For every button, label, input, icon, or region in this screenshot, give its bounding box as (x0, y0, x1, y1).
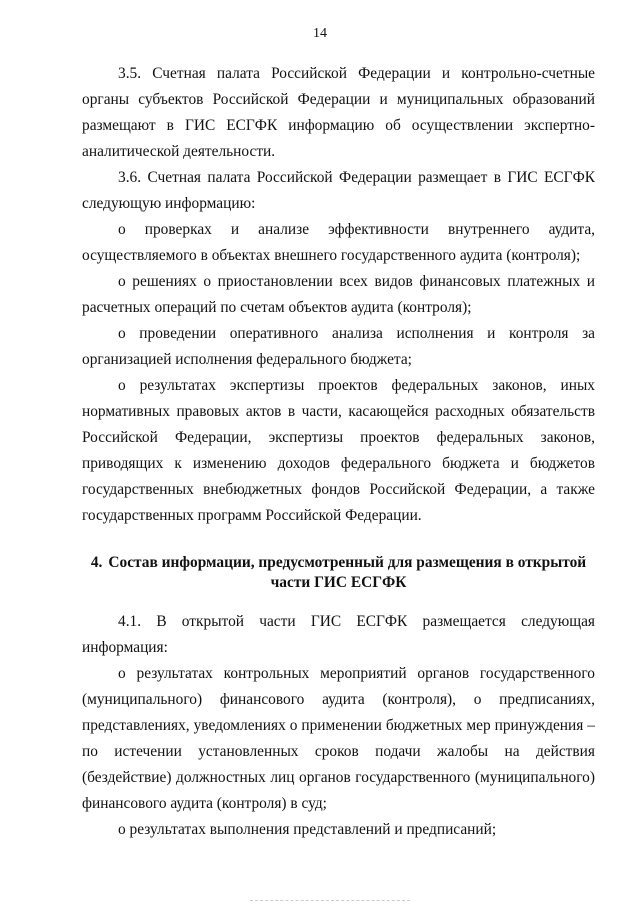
list-item-operational-analysis: о проведении оперативного анализа исполнения и контроля за организацией исполнения федерального бюджета; (82, 325, 595, 368)
list-item-internal-audit: о проверках и анализе эффективности внутреннего аудита, осуществляемого в объектах внешнего государственного аудита (контроля); (82, 221, 595, 264)
list-item-suspension-decisions: о решениях о приостановлении всех видов финансовых платежных и расчетных операций по счетам объектов аудита (контроля); (82, 273, 595, 316)
paragraph-3-6: 3.6. Счетная палата Российской Федерации размещает в ГИС ЕСГФК следующую информацию: (82, 169, 595, 212)
list-item-execution-results: о результатах выполнения представлений и предписаний; (118, 821, 497, 838)
list-item-control-results: о результатах контрольных мероприятий органов государственного (муниципального) финансового аудита (контроля), о предписаниях, представлениях, уведомлениях о применении бюджетных мер принуждения – по истечении установленных сроков подачи жалобы на действия (бездействие) должностных лиц органов государственного (муниципального) финансового аудита (контроля) в суд; (82, 665, 595, 812)
section-heading-number: 4. (90, 554, 103, 571)
bottom-divider (250, 900, 410, 901)
paragraph-3-5: 3.5. Счетная палата Российской Федерации и контрольно-счетные органы субъектов Российской Федерации и муниципальных образований размещают в ГИС ЕСГФК информацию об осуществлении экспертно-аналитической деятельности. (82, 65, 595, 160)
paragraph-4-1: 4.1. В открытой части ГИС ЕСГФК размещается следующая информация: (82, 613, 595, 656)
list-item-expertise-results: о результатах экспертизы проектов федеральных законов, иных нормативных правовых актов в части, касающейся расходных обязательств Российской Федерации, экспертизы проектов федеральных законов, приводящих к изменению доходов федерального бюджета и бюджетов государственных внебюджетных фондов Российской Федерации, а также государственных программ Российской Федерации. (82, 377, 595, 524)
document-body (82, 61, 595, 843)
page-number: 14 (313, 26, 327, 41)
section-heading-4 (82, 553, 595, 593)
section-heading-title: Состав информации, предусмотренный для размещения в открытой части ГИС ЕСГФК (108, 554, 587, 591)
